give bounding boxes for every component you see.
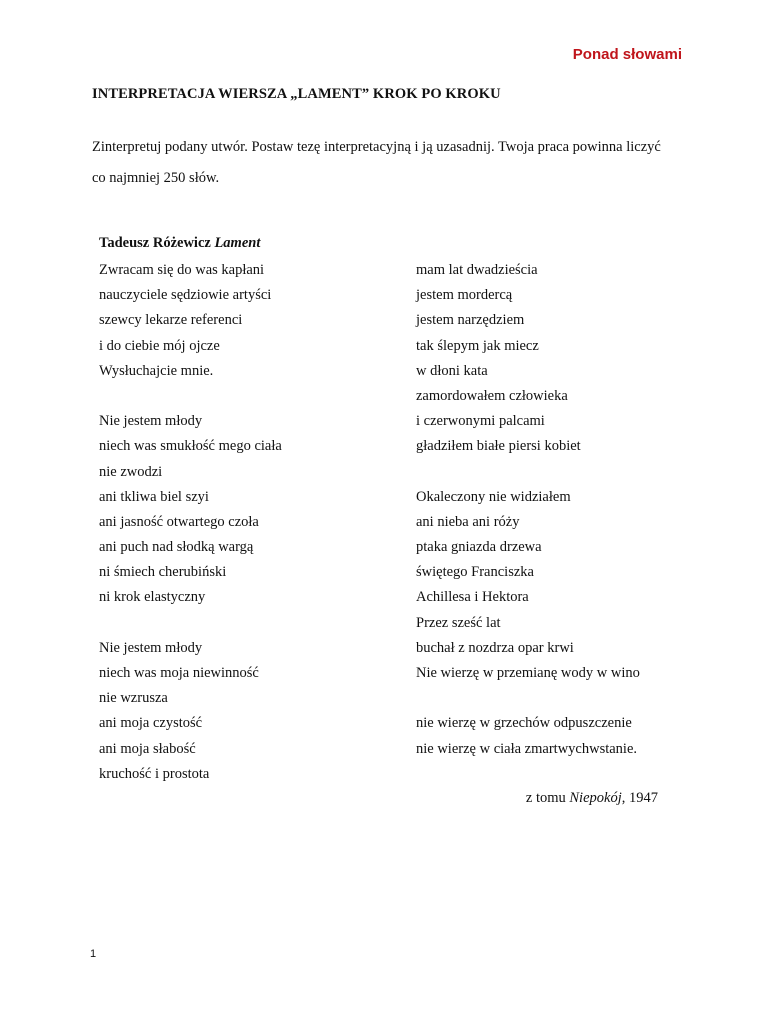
poem-line: mam lat dwadzieścia xyxy=(416,262,538,278)
poem-line: i do ciebie mój ojcze xyxy=(99,337,220,354)
poem-line: Zwracam się do was kapłani xyxy=(99,262,265,278)
poem-line: tak ślepym jak miecz xyxy=(416,337,539,354)
poem-line: nie zwodzi xyxy=(99,463,163,480)
poem-line: Achillesa i Hektora xyxy=(416,589,529,606)
poem-line: nie wierzę w ciała zmartwychwstanie. xyxy=(416,740,638,757)
poem-line: jestem mordercą xyxy=(416,287,513,304)
poem-source xyxy=(526,790,658,807)
poem-line: szewcy lekarze referenci xyxy=(99,312,243,329)
poem-line: Nie jestem młody xyxy=(99,639,203,656)
poem-line: kruchość i prostota xyxy=(99,765,210,782)
poem-line: ni śmiech cherubiński xyxy=(99,564,227,581)
source-prefix: z tomu xyxy=(525,790,566,806)
page-number: 1 xyxy=(90,948,97,960)
poem-line: ani moja czystość xyxy=(99,715,203,732)
poem-line xyxy=(99,611,282,636)
poem-line: ani jasność otwartego czoła xyxy=(99,513,259,530)
poem-line: Przez sześć lat xyxy=(416,614,501,631)
poem-line: Wysłuchajcie mnie. xyxy=(99,362,214,379)
document-title: INTERPRETACJA WIERSZA „LAMENT” KROK PO KROKU xyxy=(92,86,501,102)
poem-line: buchał z nozdrza opar krwi xyxy=(416,639,574,656)
poem-left-column xyxy=(99,258,282,787)
poem-right-column xyxy=(416,258,640,762)
poem-line: nie wzrusza xyxy=(99,690,168,707)
poem-line xyxy=(99,384,282,409)
poem-title: Lament xyxy=(214,235,261,251)
poem-heading xyxy=(99,235,260,252)
poem-line xyxy=(416,686,640,711)
poem-line: ni krok elastyczny xyxy=(99,589,206,606)
poem-line: ani moja słabość xyxy=(99,740,196,757)
poem-line xyxy=(416,460,640,485)
poem-line: ani puch nad słodką wargą xyxy=(99,539,254,556)
poem-line: w dłoni kata xyxy=(416,362,488,379)
poem-line: Nie jestem młody xyxy=(99,413,203,430)
poem-line: nie wierzę w grzechów odpuszczenie xyxy=(416,715,632,732)
poem-line: ptaka gniazda drzewa xyxy=(416,539,542,556)
poem-line: nauczyciele sędziowie artyści xyxy=(99,287,272,304)
poem-line: gładziłem białe piersi kobiet xyxy=(416,438,581,455)
brand-logo-text: Ponad słowami xyxy=(572,46,682,63)
poem-author: Tadeusz Różewicz xyxy=(99,235,211,251)
source-book-title: Niepokój xyxy=(569,790,622,806)
poem-line: świętego Franciszka xyxy=(416,564,534,581)
poem-line: Nie wierzę w przemianę wody w wino xyxy=(416,665,640,681)
poem-line: zamordowałem człowieka xyxy=(416,387,568,404)
poem-line: ani tkliwa biel szyi xyxy=(99,488,209,505)
source-suffix: , 1947 xyxy=(621,790,658,806)
task-instruction: Zinterpretuj podany utwór. Postaw tezę interpretacyjną i ją uzasadnij. Twoja praca powinna liczyć co najmniej 250 słów. xyxy=(92,139,661,186)
poem-line: jestem narzędziem xyxy=(416,312,525,329)
poem-line: ani nieba ani róży xyxy=(416,513,520,530)
poem-line: Okaleczony nie widziałem xyxy=(416,488,571,505)
poem-line: niech was moja niewinność xyxy=(99,665,259,681)
poem-line: i czerwonymi palcami xyxy=(416,413,545,430)
poem-line: niech was smukłość mego ciała xyxy=(99,438,282,455)
